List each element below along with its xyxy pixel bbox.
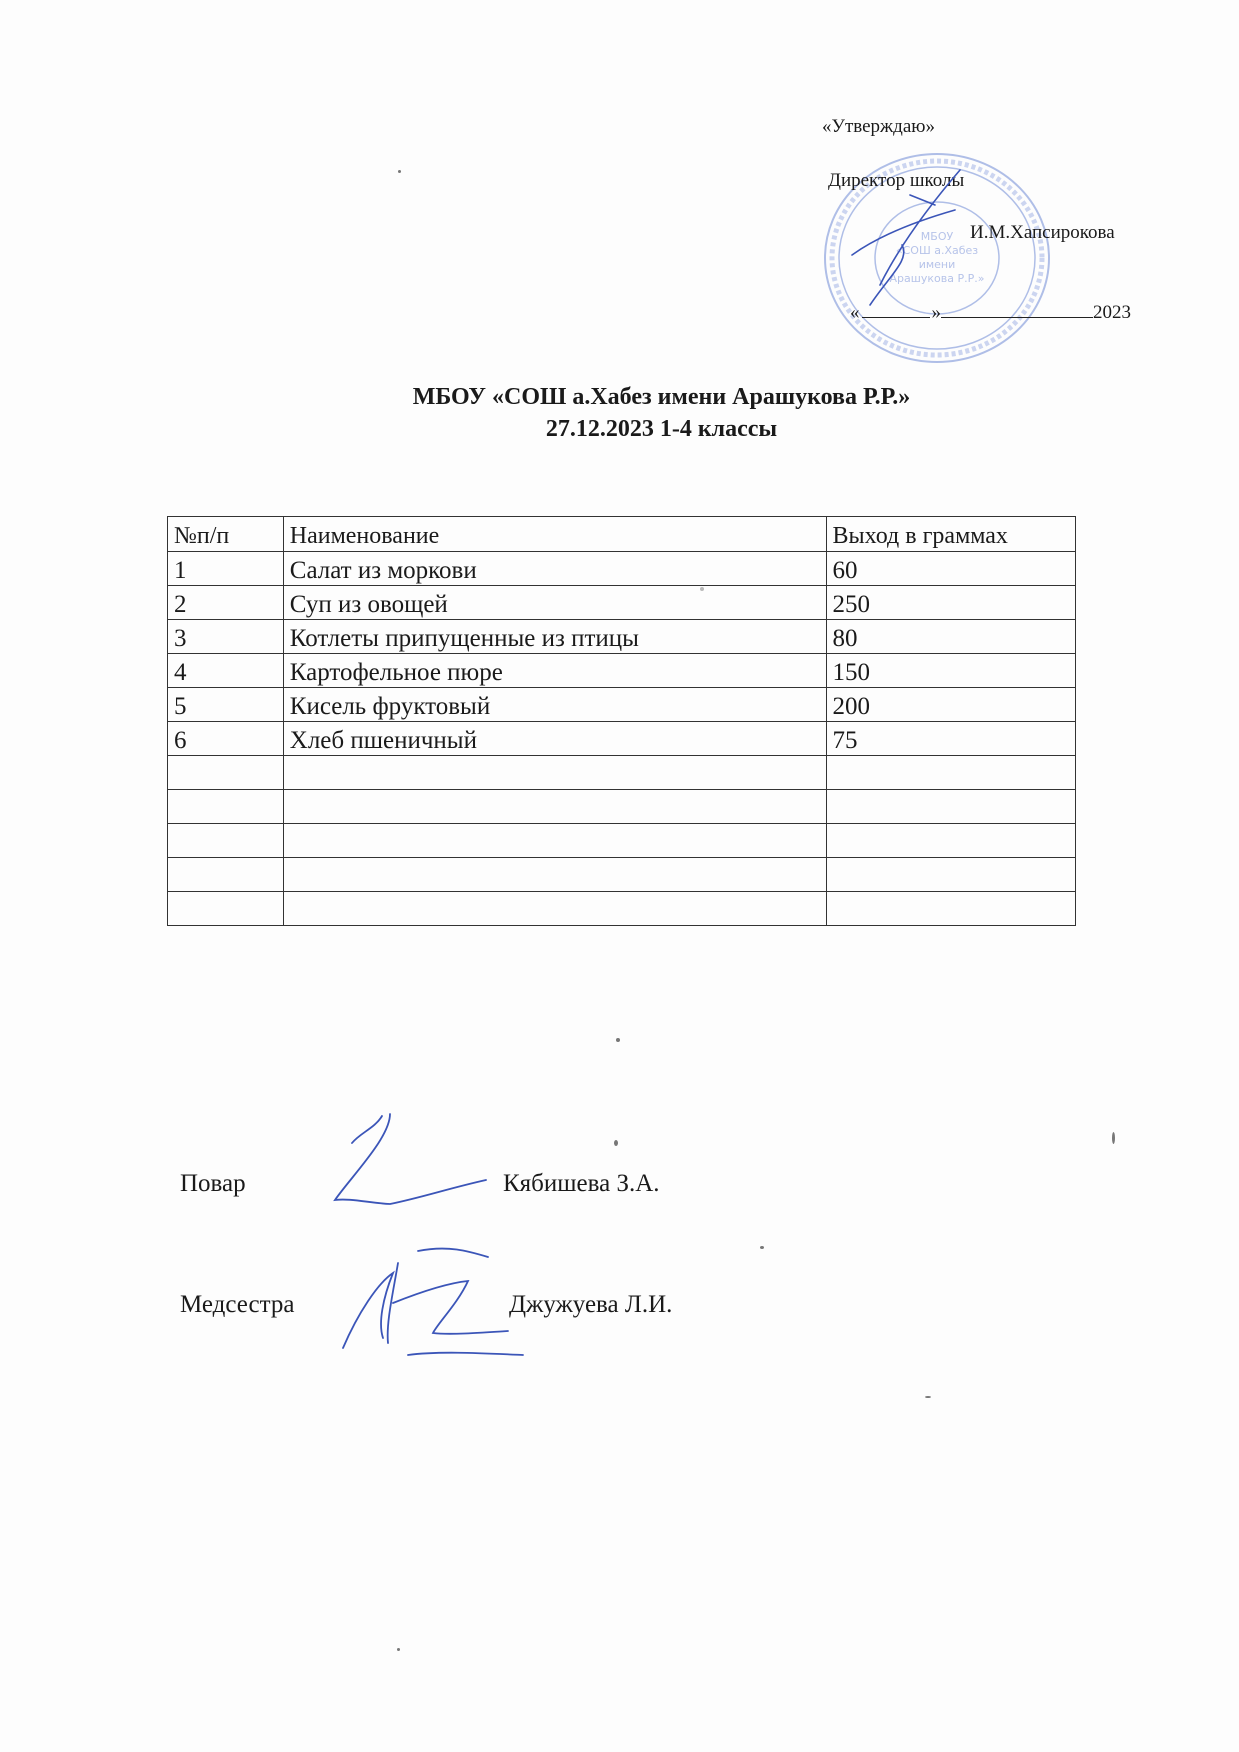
- row-number: [168, 824, 284, 858]
- table-row: [168, 620, 1076, 654]
- row-number: 6: [168, 722, 284, 756]
- director-signature: [840, 165, 990, 325]
- table-row-empty: [168, 824, 1076, 858]
- header-number: №п/п: [168, 517, 284, 552]
- row-dish: [283, 756, 826, 790]
- row-yield: [826, 858, 1076, 892]
- row-dish: [283, 790, 826, 824]
- table-row-empty: [168, 756, 1076, 790]
- table-row: [168, 688, 1076, 722]
- scan-speck: [925, 1396, 931, 1398]
- row-yield: 75: [826, 722, 1076, 756]
- table-row-empty: [168, 858, 1076, 892]
- header-yield: Выход в граммах: [826, 517, 1076, 552]
- row-number: 2: [168, 586, 284, 620]
- approved-label: «Утверждаю»: [822, 116, 935, 137]
- row-yield: 250: [826, 586, 1076, 620]
- row-dish: [283, 858, 826, 892]
- row-yield: [826, 790, 1076, 824]
- table-row: [168, 722, 1076, 756]
- row-dish: Картофельное пюре: [283, 654, 826, 688]
- stamp-center-line3: имени: [918, 258, 956, 271]
- table-row: [168, 586, 1076, 620]
- stamp-center-line2: «СОШ а.Хабез: [895, 244, 979, 257]
- page-title: МБОУ «СОШ а.Хабез имени Арашукова Р.Р.»: [412, 384, 911, 410]
- row-yield: 200: [826, 688, 1076, 722]
- table-row: [168, 654, 1076, 688]
- row-number: 3: [168, 620, 284, 654]
- row-dish: Кисель фруктовый: [283, 688, 826, 722]
- cook-name: Кябишева З.А.: [503, 1170, 660, 1197]
- scan-speck: [398, 170, 401, 173]
- nurse-name: Джужуева Л.И.: [509, 1291, 673, 1318]
- row-dish: Котлеты припущенные из птицы: [283, 620, 826, 654]
- scan-speck: [616, 1038, 620, 1042]
- table-header-row: [168, 517, 1076, 552]
- row-dish: Суп из овощей: [283, 586, 826, 620]
- row-number: [168, 756, 284, 790]
- row-yield: 80: [826, 620, 1076, 654]
- row-number: [168, 892, 284, 926]
- date-year: 2023: [1093, 302, 1131, 323]
- menu-table: [167, 516, 1076, 926]
- scan-speck: [1112, 1132, 1115, 1144]
- row-number: 5: [168, 688, 284, 722]
- row-yield: [826, 824, 1076, 858]
- table-row-empty: [168, 892, 1076, 926]
- scan-speck: [760, 1246, 764, 1249]
- row-yield: [826, 756, 1076, 790]
- row-number: [168, 790, 284, 824]
- director-label: Директор школы: [828, 170, 965, 191]
- row-number: [168, 858, 284, 892]
- row-yield: 60: [826, 552, 1076, 586]
- cook-role: Повар: [180, 1170, 246, 1197]
- row-dish: Хлеб пшеничный: [283, 722, 826, 756]
- row-number: 1: [168, 552, 284, 586]
- row-yield: [826, 892, 1076, 926]
- table-row: [168, 552, 1076, 586]
- date-open-quote: «: [850, 302, 860, 323]
- table-row-empty: [168, 790, 1076, 824]
- scan-speck: [397, 1648, 400, 1651]
- scan-speck: [614, 1140, 618, 1146]
- row-yield: 150: [826, 654, 1076, 688]
- row-dish: Салат из моркови: [283, 552, 826, 586]
- director-name: И.М.Хапсирокова: [970, 222, 1115, 243]
- scan-speck: [700, 587, 704, 591]
- date-close-quote: »: [931, 302, 941, 323]
- row-number: 4: [168, 654, 284, 688]
- row-dish: [283, 892, 826, 926]
- stamp-center-line4: Арашукова Р.Р.»: [889, 272, 985, 285]
- row-dish: [283, 824, 826, 858]
- stamp-center-line1: МБОУ: [920, 230, 954, 243]
- nurse-role: Медсестра: [180, 1291, 295, 1318]
- nurse-signature: [338, 1243, 528, 1363]
- cook-signature: [330, 1108, 490, 1218]
- page-subtitle: 27.12.2023 1-4 классы: [545, 416, 778, 442]
- header-name: Наименование: [283, 517, 826, 552]
